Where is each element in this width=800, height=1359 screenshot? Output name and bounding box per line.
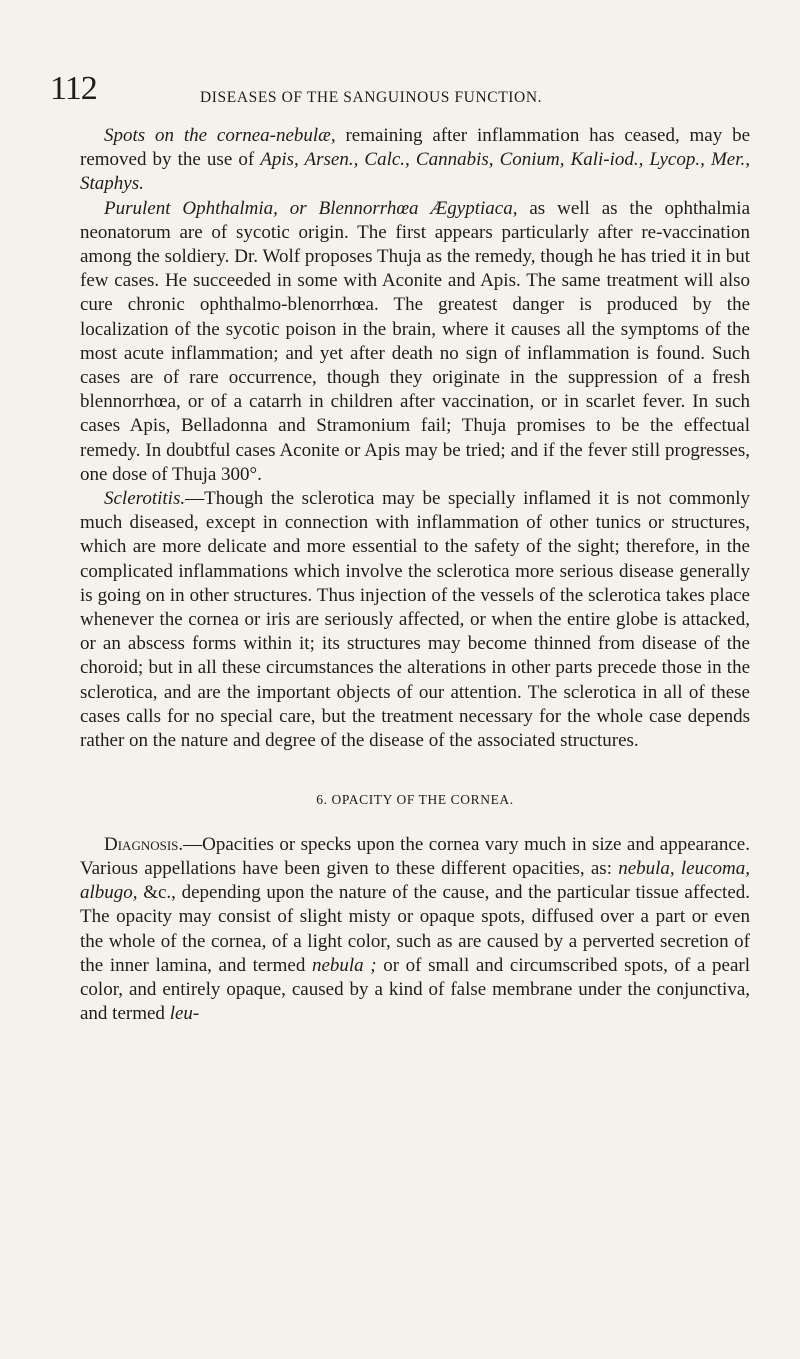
opacity-terms: nebula, leucoma, albugo, [80, 857, 750, 904]
term-leucoma-fragment: leu- [169, 1003, 200, 1025]
running-title: DISEASES OF THE SANGUINOUS FUNCTION. [200, 89, 543, 106]
paragraph-text: &c., depending upon the nature of the cause, and the particular tissue affected. The opacity may consist of slight misty or opaque spots, diffused over a part or even the whole of the cornea, of a light color, such as are caused by a perverted secretion of the inner lamina, and termed [80, 882, 750, 976]
paragraph-diagnosis [80, 833, 750, 1027]
running-head [0, 0, 800, 120]
heading-sclerotitis: Sclerotitis. [104, 488, 186, 510]
heading-spots-on-cornea: Spots on the cornea-nebulæ, [104, 125, 336, 146]
paragraph-text: or of small and circumscribed spots, of a pearl color, and entirely opaque, caused by a kind of false membrane under the conjunctiva, and termed [80, 954, 750, 1025]
page-number: 112 [50, 70, 97, 107]
term-nebula: nebula ; [311, 954, 377, 976]
heading-diagnosis: Diagnosis. [104, 833, 184, 855]
heading-purulent-ophthalmia: Purulent Ophthalmia, or Blennorrhœa Ægyptiaca, [104, 197, 518, 219]
remedy-list: Apis, Arsen., Calc., Cannabis, Conium, Kali-iod., Lycop., Mer., Staphys. [80, 149, 750, 195]
paragraph-text: —Though the sclerotica may be specially inflamed it is not commonly much diseased, except in connection with inflammation of other tunics or structures, which are more delicate and more essential to the safety of the sight; therefore, in the complicated inflammations which involve the sclerotica more serious disease generally is going on in other structures. Thus injection of the vessels of the sclerotica takes place whenever the cornea or iris are seriously affected, or when the entire globe is attacked, or an abscess forms within it; its structures may become thinned from disease of the choroid; but in all these circumstances the alterations in other parts precede those in the sclerotica, and are the important objects of our attention. The sclerotica in all of these cases calls for no special care, but the treatment necessary for the whole case depends rather on the nature and degree of the disease of the associated structures. [80, 488, 750, 752]
body-text [80, 124, 750, 1026]
paragraph-sclerotitis [80, 487, 750, 753]
section-heading: 6. OPACITY OF THE CORNEA. [316, 792, 514, 808]
paragraph-text: as well as the ophthalmia neonatorum are of sycotic origin. The first appears particularly after re-vaccination among the soldiery. Dr. Wolf proposes Thuja as the remedy, though he has tried it in but few cases. He succeeded in some with Aconite and Apis. The same treatment will also cure chronic ophthalmo-blenorrhœa. The greatest danger is produced by the localization of the sycotic poison in the brain, where it causes all the symptoms of the most acute inflammation; and yet after death no sign of inflammation is found. Such cases are of rare occurrence, though they originate in the suppression of a fresh blennorrhœa, or of a catarrh in children after vaccination, or in scarlet fever. In such cases Apis, Belladonna and Stramonium fail; Thuja promises to be the effectual remedy. In doubtful cases Aconite or Apis may be tried; and if the fever still progresses, one dose of Thuja 300°. [80, 197, 750, 485]
paragraph-purulent-ophthalmia [80, 197, 750, 487]
paragraph-text: —Opacities or specks upon the cornea vary much in size and appearance. Various appellations have been given to these different opacities, as: [80, 833, 750, 879]
paragraph-spots-on-cornea [80, 124, 750, 197]
paragraph-text: remaining after inflammation has ceased, may be removed by the use of [80, 125, 751, 171]
